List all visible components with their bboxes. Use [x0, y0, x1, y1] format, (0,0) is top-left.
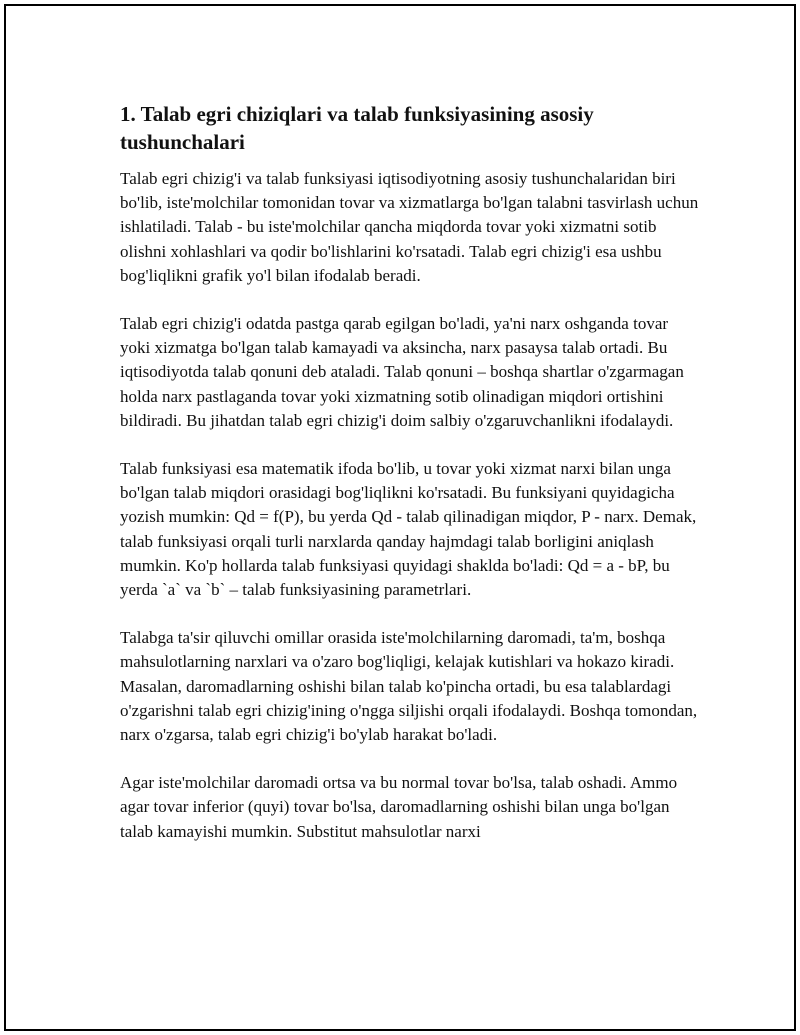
paragraph-2: Talab egri chizig'i odatda pastga qarab egilgan bo'ladi, ya'ni narx oshganda tovar yoki xizmatga bo'lgan talab kamayadi va aksincha, narx pasaysa talab ortadi. Bu iqtisodiyotda talab qonuni deb ataladi. Talab qonuni – boshqa shartlar o'zgarmagan holda narx pastlaganda tovar yoki xizmatning sotib olinadigan miqdori ortishini bildiradi. Bu jihatdan talab egri chizig'i doim salbiy o'zgaruvchanlikni ifodalaydi.: [120, 314, 684, 430]
paragraph-1: Talab egri chizig'i va talab funksiyasi iqtisodiyotning asosiy tushunchalaridan biri bo'lib, iste'molchilar tomonidan tovar va xizmatlarga bo'lgan talabni tasvirlash uchun ishlatiladi. Talab - bu iste'molchilar qancha miqdorda tovar yoki xizmatni sotib olishni xohlashlari va qodir bo'lishlarini ko'rsatadi. Talab egri chizig'i esa ushbu bog'liqlikni grafik yo'l bilan ifodalab beradi.: [120, 169, 699, 285]
document-body: [120, 100, 700, 868]
page-frame: [4, 4, 796, 1031]
paragraph-4: Talabga ta'sir qiluvchi omillar orasida iste'molchilarning daromadi, ta'm, boshqa mahsulotlarning narxlari va o'zaro bog'liqligi, kelajak kutishlari va hokazo kiradi. Masalan, daromadlarning oshishi bilan talab ko'pincha ortadi, bu esa talablardagi o'zgarishni talab egri chizig'ining o'ngga siljishi orqali ifodalaydi. Boshqa tomondan, narx o'zgarsa, talab egri chizig'i bo'ylab harakat bo'ladi.: [120, 628, 698, 745]
paragraph-5: Agar iste'molchilar daromadi ortsa va bu normal tovar bo'lsa, talab oshadi. Ammo agar tovar inferior (quyi) tovar bo'lsa, daromadlarning oshishi bilan unga bo'lgan talab kamayishi mumkin. Substitut mahsulotlar narxi: [120, 773, 678, 841]
section-heading: 1. Talab egri chiziqlari va talab funksiyasining asosiy tushunchalari: [120, 102, 594, 154]
paragraph-3: Talab funksiyasi esa matematik ifoda bo'lib, u tovar yoki xizmat narxi bilan unga bo'lgan talab miqdori orasidagi bog'liqlikni ko'rsatadi. Bu funksiyani quyidagicha yozish mumkin: Qd = f(P), bu yerda Qd - talab qilinadigan miqdor, P - narx. Demak, talab funksiyasi orqali turli narxlarda qanday hajmdagi talab borligini aniqlash mumkin. Ko'p hollarda talab funksiyasi quyidagi shaklda bo'ladi: Qd = a - bP, bu yerda `a` va `b` – talab funksiyasining parametrlari.: [120, 459, 697, 600]
